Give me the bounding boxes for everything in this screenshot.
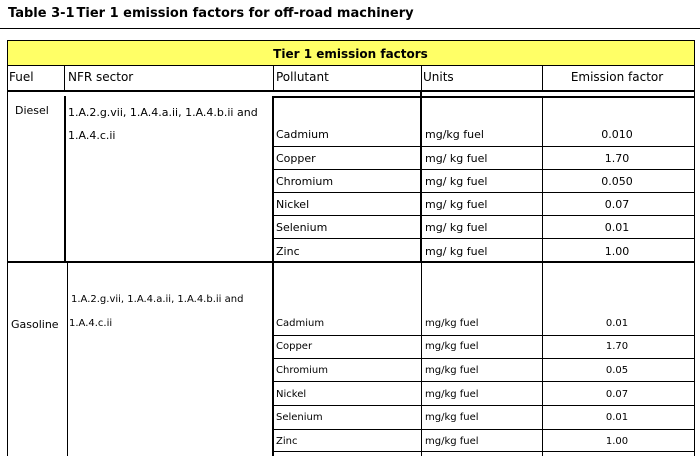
column-header-pollutant: Pollutant: [276, 70, 329, 84]
pollutant-cell: Selenium: [276, 221, 328, 234]
grid-line: [64, 96, 66, 262]
emission-factor-cell: 1.00: [605, 436, 629, 447]
grid-line: [272, 238, 694, 239]
emission-factor-cell: 0.01: [605, 318, 629, 329]
grid-line: [272, 429, 694, 430]
pollutant-cell: Chromium: [276, 175, 334, 188]
nfr-gasoline-line1: 1.A.2.g.vii, 1.A.4.a.ii, 1.A.4.b.ii and: [71, 294, 244, 305]
emission-factor-cell: 0.01: [605, 412, 629, 423]
grid-line: [272, 405, 694, 406]
pollutant-cell: Nickel: [276, 198, 310, 211]
grid-line: [272, 215, 694, 216]
units-cell: mg/kg fuel: [425, 412, 479, 423]
grid-line: [64, 65, 65, 90]
units-cell: mg/kg fuel: [425, 436, 479, 447]
grid-line: [7, 65, 695, 66]
grid-line: [272, 335, 694, 336]
column-header-units: Units: [423, 70, 454, 84]
emission-factor-cell: 1.00: [604, 245, 630, 258]
emission-factor-cell: 0.010: [601, 128, 633, 141]
grid-line: [7, 90, 695, 92]
emission-factor-cell: 0.050: [601, 175, 633, 188]
emission-factor-cell: 0.07: [604, 198, 630, 211]
grid-line: [7, 261, 695, 263]
nfr-diesel-line1: 1.A.2.g.vii, 1.A.4.a.ii, 1.A.4.b.ii and: [68, 106, 258, 119]
grid-line: [421, 65, 422, 90]
grid-line: [7, 40, 695, 41]
emission-factor-cell: 1.70: [604, 152, 630, 165]
grid-line: [7, 40, 8, 456]
nfr-gasoline-line2: 1.A.4.c.ii: [69, 318, 113, 329]
emission-factor-cell: 0.07: [605, 389, 629, 400]
units-cell: mg/ kg fuel: [425, 152, 488, 165]
units-cell: mg/kg fuel: [425, 389, 479, 400]
units-cell: mg/ kg fuel: [425, 245, 488, 258]
emission-factor-cell: 0.05: [605, 365, 629, 376]
grid-line: [272, 192, 694, 193]
units-cell: mg/kg fuel: [425, 365, 479, 376]
grid-line: [272, 263, 274, 456]
units-cell: mg/ kg fuel: [425, 221, 488, 234]
grid-line: [421, 263, 422, 456]
grid-line: [694, 40, 695, 456]
units-cell: mg/kg fuel: [425, 341, 479, 352]
grid-line: [67, 263, 68, 456]
grid-line: [273, 65, 274, 90]
table-number: Table 3-1: [8, 6, 75, 21]
pollutant-cell: Nickel: [276, 389, 307, 400]
pollutant-cell: Selenium: [276, 412, 323, 423]
units-cell: mg/ kg fuel: [425, 175, 488, 188]
grid-line: [272, 381, 694, 382]
column-header-fuel: Fuel: [9, 70, 34, 84]
grid-line: [542, 65, 543, 90]
header-title: Tier 1 emission factors: [273, 47, 428, 61]
pollutant-cell: Chromium: [276, 365, 328, 376]
grid-line: [420, 92, 422, 262]
pollutant-cell: Zinc: [276, 436, 298, 447]
pollutant-cell: Copper: [276, 341, 313, 352]
table-title: Tier 1 emission factors for off-road machinery: [76, 6, 414, 21]
column-header-emission-factor: Emission factor: [570, 70, 664, 84]
grid-line: [272, 358, 694, 359]
pollutant-cell: Copper: [276, 152, 316, 165]
fuel-diesel: Diesel: [15, 104, 49, 117]
pollutant-cell: Cadmium: [276, 318, 325, 329]
pollutant-cell: Zinc: [276, 245, 300, 258]
nfr-diesel-line2: 1.A.4.c.ii: [68, 129, 116, 142]
units-cell: mg/kg fuel: [425, 128, 484, 141]
grid-line: [272, 451, 694, 452]
emission-factor-cell: 1.70: [605, 341, 629, 352]
units-cell: mg/kg fuel: [425, 318, 479, 329]
grid-line: [272, 146, 694, 147]
grid-line: [272, 96, 694, 98]
column-header-nfr-sector: NFR sector: [68, 70, 134, 84]
fuel-gasoline: Gasoline: [11, 318, 59, 331]
pollutant-cell: Cadmium: [276, 128, 329, 141]
grid-line: [542, 263, 543, 456]
grid-line: [272, 169, 694, 170]
emission-factor-cell: 0.01: [604, 221, 630, 234]
units-cell: mg/ kg fuel: [425, 198, 488, 211]
